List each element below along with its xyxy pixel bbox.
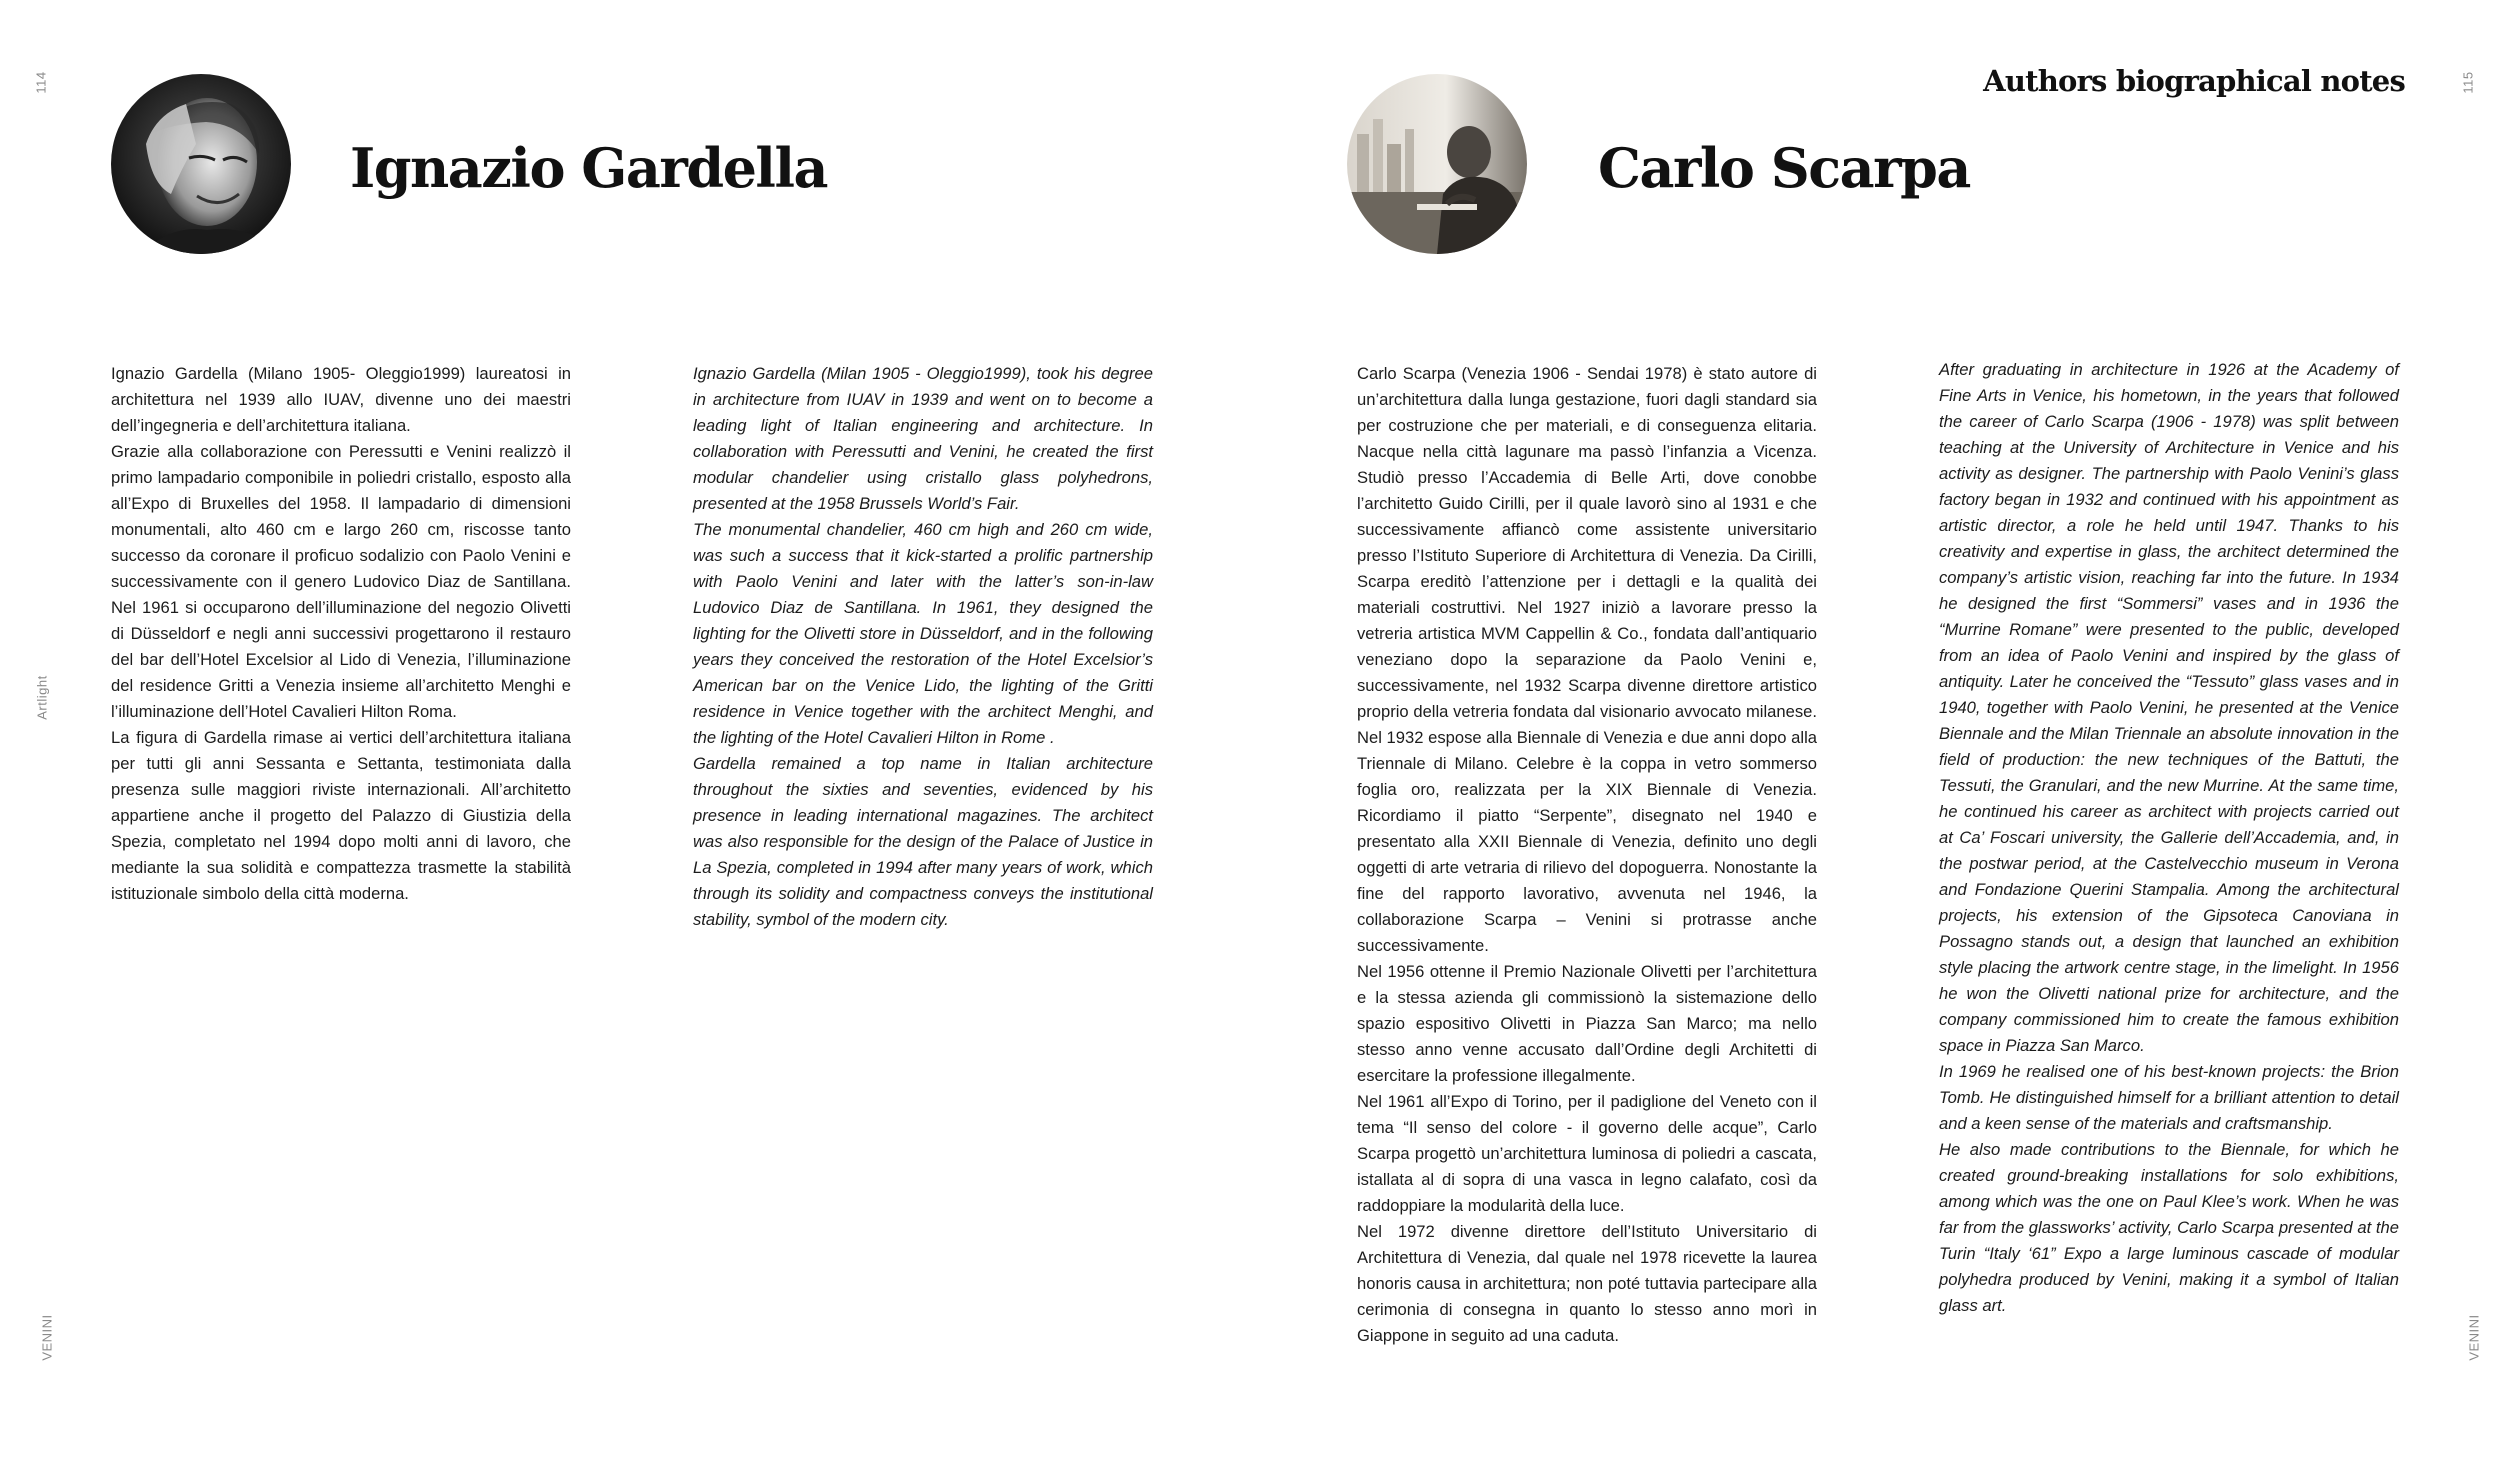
scarpa-italian-paragraph: Nel 1972 divenne direttore dell’Istituto Universitario di Architettura di Venezia, dal quale nel 1978 ricevette la laurea honoris causa in architettura; non poté tuttavia partecipare alla cerimonia di consegna in quanto lo stesso anno morì in Giappone in seguito ad una caduta.	[1357, 1222, 1817, 1345]
scarpa-italian-text	[1357, 361, 1817, 1349]
gardella-name: Ignazio Gardella	[350, 136, 827, 200]
scarpa-english-paragraph: In 1969 he realised one of his best-known projects: the Brion Tomb. He distinguished himself for a brilliant attention to detail and a keen sense of the materials and craftsmanship.	[1939, 1062, 2399, 1133]
right-page-number: 115	[2460, 71, 2476, 94]
gardella-italian-paragraph: La figura di Gardella rimase ai vertici dell’architettura italiana per tutti gli anni Sessanta e Settanta, testimoniata dalla presenza sulle maggiori riviste internazionali. All’architetto appartiene anche il progetto del Palazzo di Giustizia della Spezia, completato nel 1994 dopo molti anni di lavoro, che mediante la sua solidità e compattezza trasmette la stabilità istituzionale simbolo della città moderna.	[111, 728, 571, 903]
section-title: Authors biographical notes	[1983, 64, 2405, 98]
gardella-italian-text	[111, 361, 571, 907]
left-page-number: 114	[33, 71, 49, 94]
scarpa-italian-paragraph: Carlo Scarpa (Venezia 1906 - Sendai 1978) è stato autore di un’architettura dalla lunga gestazione, fuori dagli standard sia per costruzione che per materiali, e di conseguenza elitaria. Nacque nella città lagunare ma passò l’infanzia a Vicenza. Studiò presso l’Accademia di Belle Arti, dove conobbe l’architetto Guido Cirilli, per il quale lavorò sino al 1931 e che successivamente affiancò come assistente universitario presso l’Istituto Superiore di Architettura di Venezia. Da Cirilli, Scarpa ereditò l’attenzione per i dettagli e la qualità dei materiali costruttivi. Nel 1927 iniziò a lavorare presso la vetreria artistica MVM Cappellin & Co., fondata dall’antiquario veneziano dopo la separazione da Paolo Venini e, successivamente, nel 1932 Scarpa divenne direttore artistico proprio della vetreria fondata dal visionario avvocato milanese. Nel 1932 espose alla Biennale di Venezia e due anni dopo alla Triennale di Milano. Celebre è la coppa in vetro sommerso foglia oro, realizzata per la XIX Biennale di Venezia. Ricordiamo il piatto “Serpente”, disegnato nel 1940 e presentato alla XXII Biennale di Venezia, definito uno degli oggetti di arte vetraria di rilievo del dopoguerra. Nonostante la fine del rapporto lavorativo, avvenuta nel 1946, la collaborazione Scarpa – Venini si protrasse anche successivamente.	[1357, 364, 1817, 955]
gardella-portrait	[111, 74, 291, 254]
gardella-italian-paragraph: Grazie alla collaborazione con Peressutti e Venini realizzò il primo lampadario componibile in poliedri cristallo, esposto alla all’Expo di Bruxelles del 1958. Il lampadario di dimensioni monumentali, alto 460 cm e largo 260 cm, riscosse tanto successo da coronare il proficuo sodalizio con Paolo Venini e successivamente con il genero Ludovico Diaz de Santillana. Nel 1961 si occuparono dell’illuminazione del negozio Olivetti di Düsseldorf e negli anni successivi progettarono il restauro del bar dell’Hotel Excelsior al Lido di Venezia, l’illuminazione del residence Gritti a Venezia insieme all’architetto Menghi e l’illuminazione dell’Hotel Cavalieri Hilton Roma.	[111, 442, 571, 721]
left-brand-label: VENINI	[39, 1314, 55, 1361]
scarpa-english-text	[1939, 357, 2399, 1319]
scarpa-name: Carlo Scarpa	[1598, 136, 1970, 200]
gardella-english-paragraph: Gardella remained a top name in Italian architecture throughout the sixties and seventies, evidenced by his presence in leading international magazines. The architect was also responsible for the design of the Palace of Justice in La Spezia, completed in 1994 after many years of work, which through its solidity and compactness conveys the institutional stability, symbol of the modern city.	[693, 754, 1153, 929]
scarpa-italian-paragraph: Nel 1956 ottenne il Premio Nazionale Olivetti per l’architettura e la stessa azienda gli commissionò la sistemazione dello spazio espositivo Olivetti in Piazza San Marco; ma nello stesso anno venne accusato dall’Ordine degli Architetti di esercitare la professione illegalmente.	[1357, 962, 1817, 1085]
portrait-photo-icon	[1347, 74, 1527, 254]
gardella-english-paragraph: Ignazio Gardella (Milan 1905 - Oleggio1999), took his degree in architecture from IUAV in 1939 and went on to become a leading light of Italian engineering and architecture. In collaboration with Peressutti and Venini, he created the first modular chandelier using cristallo glass polyhedrons, presented at the 1958 Brussels World’s Fair.	[693, 364, 1153, 513]
gardella-english-paragraph: The monumental chandelier, 460 cm high and 260 cm wide, was such a success that it kick-started a prolific partnership with Paolo Venini and later with the latter’s son-in-law Ludovico Diaz de Santillana. In 1961, they designed the lighting for the Olivetti store in Düsseldorf, and in the following years they conceived the restoration of the Hotel Excelsior’s American bar on the Venice Lido, the lighting of the Gritti residence in Venice together with the architect Menghi, and the lighting of the Hotel Cavalieri Hilton in Rome .	[693, 520, 1153, 747]
scarpa-english-paragraph: He also made contributions to the Biennale, for which he created ground-breaking installations for solo exhibitions, among which was the one on Paul Klee’s work. When he was far from the glassworks’ activity, Carlo Scarpa presented at the Turin “Italy ‘61” Expo a large luminous cascade of modular polyhedra produced by Venini, making it a symbol of Italian glass art.	[1939, 1140, 2399, 1315]
side-label: Artlight	[34, 675, 50, 720]
gardella-italian-paragraph: Ignazio Gardella (Milano 1905- Oleggio1999) laureatosi in architettura nel 1939 allo IUAV, divenne uno dei maestri dell’ingegneria e dell’architettura italiana.	[111, 364, 571, 435]
scarpa-english-paragraph: After graduating in architecture in 1926 at the Academy of Fine Arts in Venice, his hometown, in the years that followed the career of Carlo Scarpa (1906 - 1978) was split between teaching at the University of Architecture in Venice and his activity as designer. The partnership with Paolo Venini’s glass factory began in 1932 and continued with his appointment as artistic director, a role he held until 1947. Thanks to his creativity and expertise in glass, the architect determined the company’s artistic vision, reaching far into the future. In 1934 he designed the first “Sommersi” vases and in 1936 the “Murrine Romane” were presented to the public, developed from an idea of Paolo Venini and inspired by the glass of antiquity. Later he conceived the “Tessuto” glass vases and in 1940, together with Paolo Venini, he presented at the Venice Biennale and the Milan Triennale an absolute innovation in the field of production: the new techniques of the Battuti, the Tessuti, the Granulari, and the new Murrine. At the same time, he continued his career as architect with projects carried out at Ca’ Foscari university, the Gallerie dell’Accademia, and, in the postwar period, at the Castelvecchio museum in Verona and Fondazione Querini Stampalia. Among the architectural projects, his extension of the Gipsoteca Canoviana in Possagno stands out, a design that launched an exhibition style placing the artwork centre stage, in the limelight. In 1956 he won the Olivetti national prize for architecture, and the company commissioned him to create the famous exhibition space in Piazza San Marco.	[1939, 360, 2399, 1055]
right-brand-label: VENINI	[2466, 1314, 2482, 1361]
scarpa-portrait	[1347, 74, 1527, 254]
gardella-english-text	[693, 361, 1153, 933]
scarpa-italian-paragraph: Nel 1961 all’Expo di Torino, per il padiglione del Veneto con il tema “Il senso del colore - il governo delle acque”, Carlo Scarpa progettò un’architettura luminosa di poliedri a cascata, istallata al di sopra di una vasca in legno calafato, così da raddoppiare la modularità della luce.	[1357, 1092, 1817, 1215]
portrait-photo-icon	[111, 74, 291, 254]
